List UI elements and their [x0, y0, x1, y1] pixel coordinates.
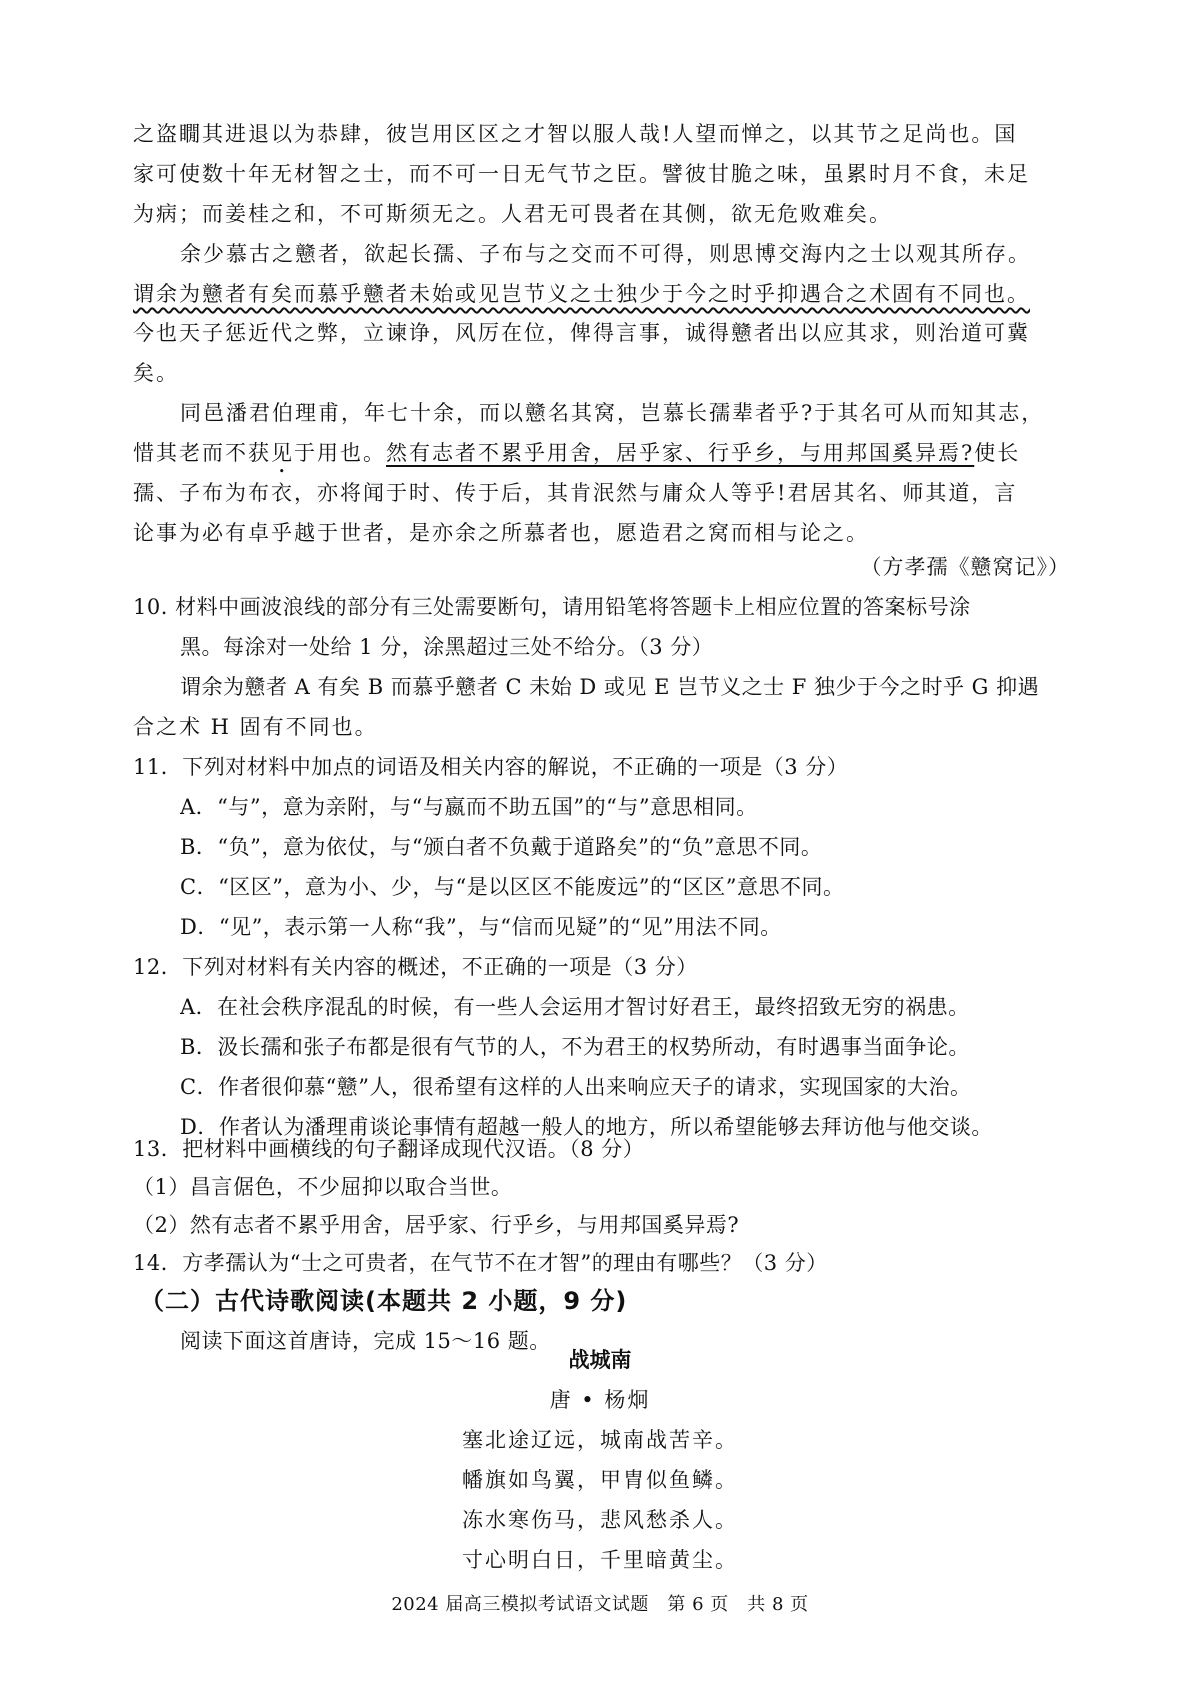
- passage-line: 之盗瞯其进退以为恭肆，彼岂用区区之才智以服人哉!人望而惮之，以其节之足尚也。国: [133, 122, 1018, 146]
- question-11-stem: 11．下列对材料中加点的词语及相关内容的解说，不正确的一项是（3 分）: [133, 755, 849, 779]
- question-10-options: 谓余为戆者 A 有矣 B 而慕乎戆者 C 未始 D 或见 E 岂节义之士 F 独少于今之时乎 G 抑遇: [180, 675, 1040, 699]
- question-10-stem-cont: 黑。每涂对一处给 1 分，涂黑超过三处不给分。（3 分）: [180, 635, 714, 659]
- question-10-options-cont: 合之术 H 固有不同也。: [133, 715, 378, 739]
- wavy-underlined-passage: [133, 275, 1077, 313]
- passage-line: 孺、子布为布衣，亦将闻于时、传于后，其肯泯然与庸众人等乎!君居其名、师其道，言: [133, 481, 1018, 505]
- passage-line: 今也天子惩近代之弊，立谏诤，风厉在位，俾得言事，诚得戆者出以应其求，则治道可冀: [133, 321, 1030, 345]
- poem-title: 战城南: [568, 1348, 632, 1372]
- text-segment: 惜其老而不获: [133, 441, 271, 465]
- poem-author: 唐 • 杨炯: [549, 1388, 651, 1412]
- question-12-option-d: D．作者认为潘理甫谈论事情有超越一般人的地方，所以希望能够去拜访他与他交谈。: [180, 1115, 993, 1139]
- passage-line: 余少慕古之戆者，欲起长孺、子布与之交而不可得，则思博交海内之士以观其所存。: [180, 242, 1031, 266]
- question-13-stem: 13．把材料中画横线的句子翻译成现代汉语。（8 分）: [133, 1137, 645, 1161]
- question-13-item-1: （1）昌言倨色，不少屈抑以取合当世。: [133, 1175, 513, 1199]
- passage-line: 论事为必有卓乎越于世者，是亦余之所慕者也，愿造君之窝而相与论之。: [133, 521, 869, 545]
- question-11-option-d: D．“见”，表示第一人称“我”，与“信而见疑”的“见”用法不同。: [180, 915, 782, 939]
- passage-line-mixed: [133, 434, 1077, 472]
- passage-line: 矣。: [133, 361, 179, 385]
- question-14-stem: 14．方孝孺认为“士之可贵者，在气节不在才智”的理由有哪些？（3 分）: [133, 1251, 828, 1275]
- poem-line: 冻水寒伤马，悲风愁杀人。: [462, 1508, 738, 1532]
- question-11-option-c: C．“区区”，意为小、少，与“是以区区不能废远”的“区区”意思不同。: [180, 875, 845, 899]
- poem-line: 塞北途辽远，城南战苦辛。: [462, 1428, 738, 1452]
- question-12-option-c: C．作者很仰慕“戆”人，很希望有这样的人出来响应天子的请求，实现国家的大治。: [180, 1075, 972, 1099]
- question-11-option-b: B．“负”，意为依仗，与“颁白者不负戴于道路矣”的“负”意思不同。: [180, 835, 823, 859]
- page-footer: 2024 届高三模拟考试语文试题 第 6 页 共 8 页: [391, 1594, 809, 1615]
- passage-line: 家可使数十年无材智之士，而不可一日无气节之臣。譬彼甘脆之味，虽累时月不食，未足: [133, 162, 1030, 186]
- text-segment: 于用也。: [294, 441, 386, 465]
- poem-line: 幡旗如鸟翼，甲胄似鱼鳞。: [462, 1468, 738, 1492]
- question-13-item-2: （2）然有志者不累乎用舍，居乎家、行乎乡，与用邦国奚异焉?: [133, 1213, 740, 1237]
- question-11-option-a: A．“与”，意为亲附，与“与嬴而不助五国”的“与”意思相同。: [180, 795, 758, 819]
- question-10-stem: 10. 材料中画波浪线的部分有三处需要断句，请用铅笔将答题卡上相应位置的答案标号涂: [133, 595, 971, 619]
- section-intro: 阅读下面这首唐诗，完成 15～16 题。: [180, 1329, 551, 1353]
- passage-line: 同邑潘君伯理甫，年七十余，而以戆名其窝，岂慕长孺辈者乎?于其名可从而知其志，: [180, 401, 1045, 425]
- wavy-underline-text: 谓余为戆者有矣而慕乎戆者未始或见岂节义之士独少于今之时乎抑遇合之术固有不同也。: [133, 282, 1030, 306]
- question-12-option-a: A．在社会秩序混乱的时候，有一些人会运用才智讨好君王，最终招致无穷的祸患。: [180, 995, 970, 1019]
- poem-line: 寸心明白日，千里暗黄尘。: [462, 1548, 738, 1572]
- passage-source: （方孝孺《戆窝记》）: [860, 555, 1070, 579]
- underlined-sentence: 然有志者不累乎用舍，居乎家、行乎乡，与用邦国奚异焉?: [386, 441, 975, 465]
- text-segment: 使长: [974, 441, 1021, 465]
- question-12-option-b: B．汲长孺和张子布都是很有气节的人，不为君王的权势所动，有时遇事当面争论。: [180, 1035, 970, 1059]
- section-heading: （二）古代诗歌阅读(本题共 2 小题，9 分): [140, 1287, 628, 1315]
- dotted-word: 见: [271, 441, 294, 465]
- question-12-stem: 12．下列对材料有关内容的概述，不正确的一项是（3 分）: [133, 955, 698, 979]
- passage-line: 为病；而姜桂之和，不可斯须无之。人君无可畏者在其侧，欲无危败难矣。: [133, 202, 892, 226]
